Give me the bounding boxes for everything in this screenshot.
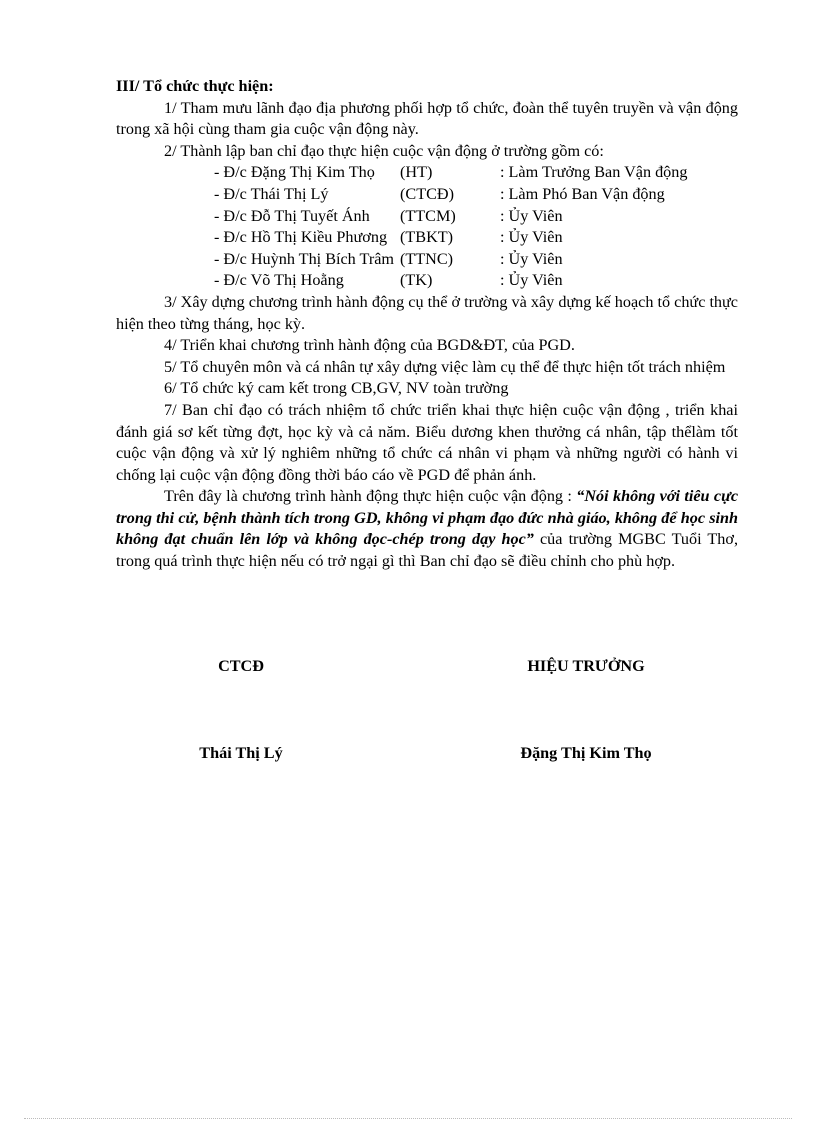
member-row [214, 249, 738, 271]
member-role: : Ủy Viên [500, 249, 563, 268]
left-signature-title: CTCĐ [218, 657, 264, 675]
member-row [214, 184, 738, 206]
member-row [214, 270, 738, 292]
conclusion-paragraph [116, 486, 738, 572]
member-row [214, 206, 738, 228]
member-role: : Ủy Viên [500, 228, 563, 247]
item-7: 7/ Ban chỉ đạo có trách nhiệm tổ chức triển khai thực hiện cuộc vận động , triển khai đánh giá sơ kết từng đợt, học kỳ và cả năm. Biểu dương khen thưởng cá nhân, tập thểlàm tốt cuộc vận động và xử lý nghiêm những tổ chức cá nhân vi phạm và những người có hành vi chống lại cuộc vận động đồng thời báo cáo về PGD để phản ánh. [116, 400, 738, 484]
item-6: 6/ Tổ chức ký cam kết trong CB,GV, NV toàn trường [164, 379, 509, 398]
page-bottom-divider [24, 1118, 792, 1119]
member-name: - Đ/c Hồ Thị Kiều Phương [214, 228, 388, 247]
member-name: - Đ/c Đỗ Thị Tuyết Ánh [214, 206, 370, 225]
member-role: : Làm Trưởng Ban Vận động [500, 163, 688, 182]
member-name: - Đ/c Võ Thị Hoằng [214, 271, 344, 290]
member-abbr: (TTNC) [400, 249, 454, 268]
member-list [214, 162, 738, 292]
section-heading: III/ Tổ chức thực hiện: [116, 77, 274, 95]
member-name: - Đ/c Đặng Thị Kim Thọ [214, 163, 375, 182]
member-name: - Đ/c Huỳnh Thị Bích Trâm [214, 249, 395, 268]
member-role: : Làm Phó Ban Vận động [500, 184, 665, 203]
campaign-quote: “Nói không với tiêu cực trong thi cử, bệnh thành tích trong GD, không vi phạm đạo đức nhà giáo, không để học sinh không đạt chuẩn lên lớp và không đọc-chép trong dạy học” [116, 487, 738, 549]
item-2: 2/ Thành lập ban chỉ đạo thực hiện cuộc vận động ở trường gồm có: [164, 141, 604, 160]
member-abbr: (TBKT) [400, 228, 454, 247]
left-signer-name: Thái Thị Lý [199, 744, 283, 762]
right-signer-name: Đặng Thị Kim Thọ [520, 744, 652, 762]
right-signature-title: HIỆU TRƯỞNG [527, 657, 645, 675]
member-abbr: (TTCM) [400, 206, 456, 225]
item-4: 4/ Triển khai chương trình hành động của BGD&ĐT, của PGD. [164, 336, 575, 355]
member-row [214, 227, 738, 249]
member-row [214, 162, 738, 184]
conclusion-tail: của trường MGBC Tuổi Thơ, trong quá trình thực hiện nếu có trở ngại gì thì Ban chỉ đạo sẽ điều chỉnh cho phù hợp. [116, 530, 738, 571]
item-3: 3/ Xây dựng chương trình hành động cụ thể ở trường và xây dựng kế hoạch tổ chức thực hiện theo từng tháng, học kỳ. [116, 292, 738, 333]
member-abbr: (HT) [400, 163, 433, 182]
document-body [116, 76, 738, 573]
member-role: : Ủy Viên [500, 206, 563, 225]
member-name: - Đ/c Thái Thị Lý [214, 184, 329, 203]
item-1: 1/ Tham mưu lãnh đạo địa phương phối hợp tổ chức, đoàn thể tuyên truyền và vận động trong xã hội cùng tham gia cuộc vận động này. [116, 98, 738, 139]
member-role: : Ủy Viên [500, 271, 563, 290]
conclusion-lead: Trên đây là chương trình hành động thực hiện cuộc vận động : [164, 487, 577, 506]
member-abbr: (TK) [400, 271, 433, 290]
item-5: 5/ Tổ chuyên môn và cá nhân tự xây dựng việc làm cụ thể để thực hiện tốt trách nhiệm [164, 357, 726, 376]
member-abbr: (CTCĐ) [400, 184, 454, 203]
